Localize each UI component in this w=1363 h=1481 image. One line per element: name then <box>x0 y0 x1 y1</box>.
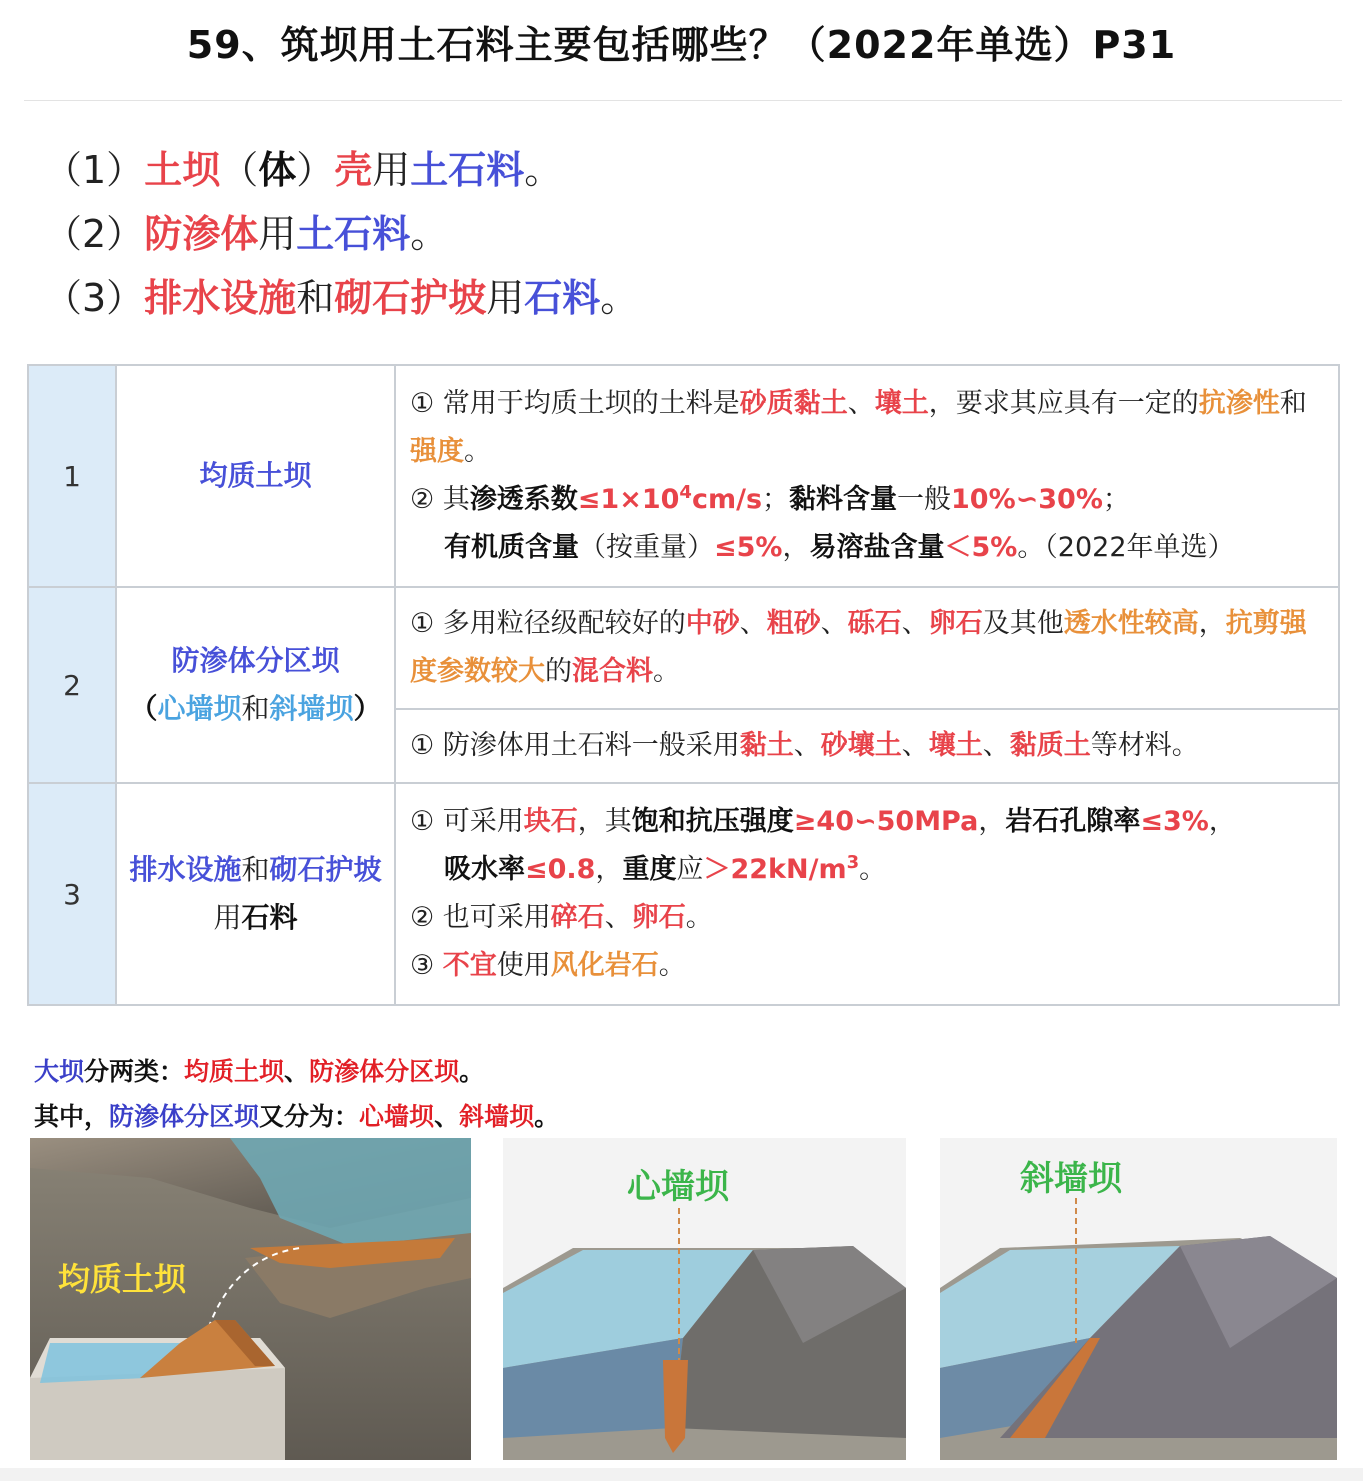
inclined-wall-dam-image <box>940 1138 1337 1460</box>
table-row <box>28 365 1339 587</box>
dam-subtype: 心墙坝 <box>157 692 242 725</box>
text: 的 <box>545 656 572 687</box>
point-text: 。 <box>600 276 639 320</box>
value: ≤1×10 <box>577 484 680 515</box>
text: 。 <box>653 656 680 687</box>
text: 。（2022年单选） <box>1017 532 1235 563</box>
exponent: 4 <box>679 482 692 503</box>
text: ① 多用粒径级配较好的 <box>410 608 686 639</box>
point-text: 。 <box>410 212 449 256</box>
keyword: 壤土 <box>928 730 983 761</box>
note-text: 。 <box>459 1057 485 1086</box>
requirement-line <box>410 798 1324 846</box>
text: （按重量） <box>579 532 714 563</box>
note-text: 、 <box>434 1102 460 1131</box>
point-1 <box>44 138 638 202</box>
property: 渗透系数 <box>469 484 578 515</box>
row-number: 2 <box>28 587 116 783</box>
text: 、 <box>604 902 632 933</box>
requirement-line <box>410 600 1324 696</box>
requirement-line <box>410 942 1324 990</box>
requirement-line <box>410 894 1324 942</box>
text: ，要求其应具有一定的 <box>928 388 1199 419</box>
point-3 <box>44 266 638 330</box>
keyword: 粗砂 <box>766 608 821 639</box>
keyword: 抗剪强度参数较大 <box>410 608 1307 687</box>
point-material: 土石料 <box>296 212 411 256</box>
text: ， <box>782 532 810 563</box>
text: ， <box>595 854 623 885</box>
value: ＜5% <box>944 532 1018 563</box>
point-text: ） <box>296 148 335 192</box>
point-term: 土坝 <box>144 148 221 192</box>
point-text: 和 <box>296 276 335 320</box>
material: 石料 <box>241 901 298 934</box>
text: （ <box>129 692 158 725</box>
note-dam-classes <box>34 1052 484 1088</box>
text: ， <box>978 806 1006 837</box>
value: ≤3% <box>1140 806 1209 837</box>
requirement-line <box>410 476 1324 524</box>
property: 黏料含量 <box>789 484 898 515</box>
point-material: 石料 <box>524 276 601 320</box>
homogeneous-dam-label: 均质土坝 <box>58 1260 187 1298</box>
text: 、 <box>820 608 848 639</box>
property: 饱和抗压强度 <box>631 806 794 837</box>
point-2 <box>44 202 638 266</box>
point-term: 防渗体 <box>144 212 259 256</box>
note-term: 均质土坝 <box>184 1057 285 1086</box>
point-text: 用 <box>258 212 297 256</box>
keyword: 块石 <box>523 806 578 837</box>
dam-type-cell <box>116 365 395 587</box>
point-number: （1） <box>44 148 145 192</box>
keyword: 砾石 <box>847 608 902 639</box>
point-term: 体 <box>258 148 297 192</box>
text: ① 防渗体用土石料一般采用 <box>410 730 740 761</box>
text: 。 <box>658 950 686 981</box>
keyword: 砂质黏土 <box>739 388 848 419</box>
keyword: 卵石 <box>928 608 983 639</box>
homogeneous-dam-image <box>30 1138 471 1460</box>
requirement-line <box>410 380 1324 476</box>
dam-type: 砌石护坡 <box>269 853 382 886</box>
dam-type: 均质土坝 <box>199 459 312 492</box>
text: ，其 <box>577 806 632 837</box>
point-term: 壳 <box>334 148 373 192</box>
text: 和 <box>241 853 270 886</box>
text: 。 <box>859 854 887 885</box>
requirement-line <box>410 846 1324 894</box>
text: ③ <box>410 950 443 981</box>
property: 吸水率 <box>444 854 525 885</box>
point-text: 。 <box>524 148 563 192</box>
dam-type-cell <box>116 783 395 1005</box>
point-text: （ <box>220 148 259 192</box>
point-term: 砌石护坡 <box>334 276 487 320</box>
core-wall-dam-image <box>503 1138 906 1460</box>
point-text: 用 <box>372 148 411 192</box>
note-term: 斜墙坝 <box>459 1102 535 1131</box>
keyword: 透水性较高 <box>1063 608 1199 639</box>
inclined-wall-dam-label: 斜墙坝 <box>1020 1159 1122 1199</box>
keyword: 黏土 <box>739 730 794 761</box>
text: 等材料。 <box>1090 730 1199 761</box>
dam-type-cell <box>116 587 395 783</box>
text: 和 <box>241 692 270 725</box>
text: ， <box>1198 608 1226 639</box>
property: 有机质含量 <box>444 532 579 563</box>
keyword: 卵石 <box>631 902 686 933</box>
keyword: 壤土 <box>874 388 929 419</box>
text: 、 <box>793 730 821 761</box>
core-wall-dam-label: 心墙坝 <box>627 1167 729 1207</box>
note-term: 防渗体分区坝 <box>109 1102 260 1131</box>
requirement-line <box>410 524 1324 572</box>
property: 岩石孔隙率 <box>1005 806 1141 837</box>
note-term: 防渗体分区坝 <box>309 1057 460 1086</box>
materials-table <box>27 364 1340 1006</box>
text: ） <box>353 692 382 725</box>
text: 、 <box>901 730 929 761</box>
point-number: （2） <box>44 212 145 256</box>
text: 、 <box>847 388 875 419</box>
value: ≤5% <box>714 532 783 563</box>
text: 一般 <box>897 484 952 515</box>
text: 用 <box>213 901 242 934</box>
text: 及其他 <box>982 608 1064 639</box>
requirements-cell <box>395 709 1339 783</box>
text: 、 <box>901 608 929 639</box>
core-wall-dam-illustration <box>503 1138 906 1460</box>
value: 10%∽30% <box>951 484 1103 515</box>
note-term: 大坝 <box>34 1057 85 1086</box>
keyword: 不宜 <box>442 950 497 981</box>
text: ① 可采用 <box>410 806 524 837</box>
keyword: 强度 <box>410 436 464 467</box>
value: ≥40∽50MPa <box>793 806 979 837</box>
point-material: 土石料 <box>410 148 525 192</box>
table-row <box>28 783 1339 1005</box>
text: 和 <box>1279 388 1307 419</box>
key-points <box>44 138 638 330</box>
requirement-line <box>410 722 1324 770</box>
property: 重度 <box>622 854 677 885</box>
text: 。 <box>685 902 713 933</box>
point-term: 排水设施 <box>144 276 297 320</box>
title-divider <box>24 100 1342 101</box>
text: ； <box>1102 484 1130 515</box>
text: ② 其 <box>410 484 470 515</box>
text: 使用 <box>496 950 551 981</box>
table-row <box>28 587 1339 709</box>
note-term: 心墙坝 <box>359 1102 435 1131</box>
value: ≤0.8 <box>525 854 596 885</box>
note-text: 、 <box>284 1057 310 1086</box>
requirements-cell <box>395 783 1339 1005</box>
page-title: 59、筑坝用土石料主要包括哪些？（2022年单选）P31 <box>186 23 1177 67</box>
inclined-wall-dam-illustration <box>940 1138 1337 1460</box>
dam-type: 防渗体分区坝 <box>171 644 340 677</box>
text: ， <box>1208 806 1236 837</box>
text: ① 常用于均质土坝的土料是 <box>410 388 740 419</box>
note-text: 其中， <box>34 1102 110 1131</box>
text: 应 <box>676 854 704 885</box>
exponent: 3 <box>846 852 860 873</box>
row-number: 3 <box>28 783 116 1005</box>
value: cm/s <box>691 484 763 515</box>
note-zoned-subclasses <box>34 1097 559 1133</box>
dam-subtype: 斜墙坝 <box>269 692 354 725</box>
point-text: 用 <box>486 276 525 320</box>
value: ＞22kN/m <box>703 854 847 885</box>
homogeneous-dam-illustration <box>30 1138 471 1460</box>
text: 、 <box>739 608 767 639</box>
keyword: 黏质土 <box>1009 730 1091 761</box>
text: ； <box>762 484 790 515</box>
keyword: 砂壤土 <box>820 730 902 761</box>
text: ② 也可采用 <box>410 902 551 933</box>
note-text: 。 <box>534 1102 560 1131</box>
note-text: 分两类： <box>84 1057 185 1086</box>
property: 易溶盐含量 <box>809 532 945 563</box>
dam-type: 排水设施 <box>129 853 242 886</box>
footer-band <box>0 1468 1363 1481</box>
point-number: （3） <box>44 276 145 320</box>
keyword: 中砂 <box>685 608 740 639</box>
keyword: 抗渗性 <box>1198 388 1280 419</box>
text: 、 <box>982 730 1010 761</box>
text: 。 <box>464 436 491 467</box>
keyword: 碎石 <box>550 902 605 933</box>
keyword: 风化岩石 <box>550 950 659 981</box>
keyword: 混合料 <box>572 656 653 687</box>
requirements-cell <box>395 365 1339 587</box>
requirements-cell <box>395 587 1339 709</box>
note-text: 又分为： <box>259 1102 360 1131</box>
row-number: 1 <box>28 365 116 587</box>
